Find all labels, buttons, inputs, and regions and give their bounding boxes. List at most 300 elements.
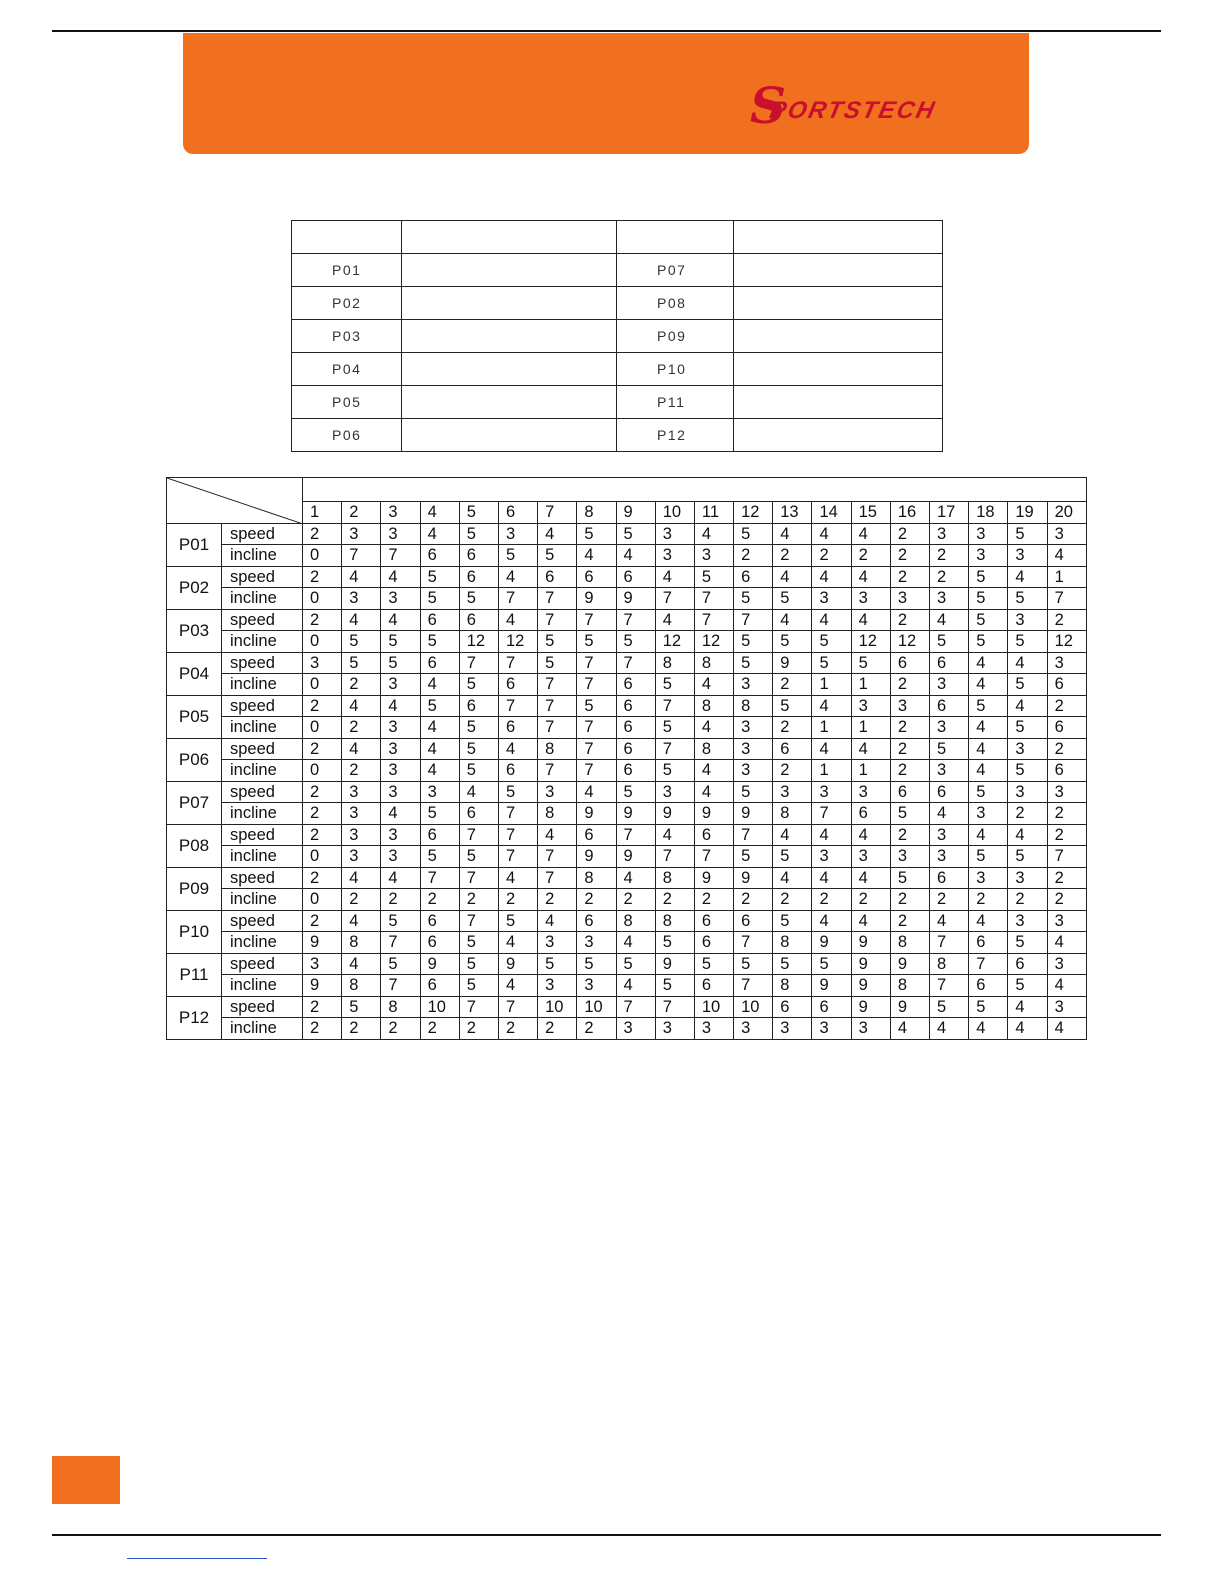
speed-value: 4 bbox=[851, 738, 890, 760]
incline-value: 2 bbox=[381, 1018, 420, 1040]
program-desc-left bbox=[402, 353, 617, 386]
speed-value: 4 bbox=[420, 738, 459, 760]
speed-value: 6 bbox=[459, 609, 498, 631]
speed-value: 2 bbox=[303, 910, 342, 932]
speed-value: 7 bbox=[616, 824, 655, 846]
speed-value: 7 bbox=[498, 824, 537, 846]
incline-value: 9 bbox=[616, 803, 655, 825]
speed-value: 4 bbox=[812, 824, 851, 846]
segment-number: 20 bbox=[1047, 502, 1086, 524]
incline-value: 5 bbox=[577, 631, 616, 653]
incline-value: 4 bbox=[1047, 975, 1086, 997]
speed-value: 4 bbox=[773, 566, 812, 588]
speed-value: 4 bbox=[812, 695, 851, 717]
incline-value: 2 bbox=[851, 889, 890, 911]
incline-value: 6 bbox=[694, 975, 733, 997]
incline-value: 8 bbox=[342, 932, 381, 954]
incline-value: 5 bbox=[969, 846, 1008, 868]
speed-value: 4 bbox=[538, 910, 577, 932]
incline-value: 7 bbox=[498, 588, 537, 610]
incline-value: 0 bbox=[303, 889, 342, 911]
incline-value: 7 bbox=[381, 975, 420, 997]
speed-value: 5 bbox=[577, 953, 616, 975]
speed-value: 3 bbox=[734, 738, 773, 760]
segment-number: 2 bbox=[342, 502, 381, 524]
program-speed-row bbox=[167, 566, 1087, 588]
speed-value: 6 bbox=[930, 867, 969, 889]
speed-value: 9 bbox=[420, 953, 459, 975]
incline-value: 5 bbox=[420, 588, 459, 610]
speed-value: 9 bbox=[851, 953, 890, 975]
speed-value: 4 bbox=[342, 953, 381, 975]
speed-value: 7 bbox=[459, 824, 498, 846]
speed-value: 5 bbox=[342, 996, 381, 1018]
speed-value: 3 bbox=[773, 781, 812, 803]
speed-value: 4 bbox=[694, 523, 733, 545]
segment-number: 5 bbox=[459, 502, 498, 524]
incline-value: 7 bbox=[498, 846, 537, 868]
speed-value: 5 bbox=[773, 953, 812, 975]
speed-value: 3 bbox=[342, 781, 381, 803]
incline-value: 4 bbox=[381, 803, 420, 825]
incline-value: 12 bbox=[694, 631, 733, 653]
incline-value: 12 bbox=[498, 631, 537, 653]
speed-label: speed bbox=[222, 824, 303, 846]
incline-value: 8 bbox=[773, 803, 812, 825]
incline-value: 4 bbox=[616, 975, 655, 997]
list-row bbox=[292, 320, 943, 353]
program-profile-table bbox=[166, 477, 1087, 1040]
speed-value: 5 bbox=[538, 652, 577, 674]
list-header-cell bbox=[292, 221, 402, 254]
incline-value: 2 bbox=[1008, 803, 1047, 825]
incline-value: 6 bbox=[616, 674, 655, 696]
speed-value: 2 bbox=[303, 566, 342, 588]
incline-value: 2 bbox=[342, 760, 381, 782]
incline-value: 3 bbox=[381, 846, 420, 868]
program-incline-row bbox=[167, 631, 1087, 653]
program-name-left: P02 bbox=[292, 287, 402, 320]
program-desc-right bbox=[734, 287, 943, 320]
segment-number: 13 bbox=[773, 502, 812, 524]
incline-value: 3 bbox=[851, 588, 890, 610]
incline-value: 3 bbox=[890, 588, 929, 610]
speed-value: 4 bbox=[773, 609, 812, 631]
program-speed-row bbox=[167, 523, 1087, 545]
speed-value: 5 bbox=[812, 652, 851, 674]
speed-value: 8 bbox=[381, 996, 420, 1018]
speed-value: 6 bbox=[890, 781, 929, 803]
program-name-right: P07 bbox=[617, 254, 734, 287]
incline-value: 5 bbox=[459, 760, 498, 782]
speed-value: 4 bbox=[1008, 566, 1047, 588]
program-speed-row bbox=[167, 867, 1087, 889]
speed-value: 5 bbox=[812, 953, 851, 975]
speed-value: 4 bbox=[969, 910, 1008, 932]
program-incline-row bbox=[167, 889, 1087, 911]
speed-value: 4 bbox=[851, 609, 890, 631]
incline-value: 8 bbox=[538, 803, 577, 825]
footer-link-underline[interactable] bbox=[127, 1558, 267, 1559]
incline-label: incline bbox=[222, 760, 303, 782]
incline-label: incline bbox=[222, 889, 303, 911]
segment-number: 4 bbox=[420, 502, 459, 524]
incline-value: 7 bbox=[538, 588, 577, 610]
program-speed-row bbox=[167, 609, 1087, 631]
program-name: P06 bbox=[167, 738, 222, 781]
speed-value: 6 bbox=[538, 566, 577, 588]
speed-value: 10 bbox=[734, 996, 773, 1018]
program-desc-left bbox=[402, 254, 617, 287]
incline-value: 9 bbox=[303, 932, 342, 954]
program-desc-left bbox=[402, 320, 617, 353]
incline-value: 8 bbox=[890, 975, 929, 997]
segment-number: 18 bbox=[969, 502, 1008, 524]
speed-value: 4 bbox=[930, 910, 969, 932]
incline-value: 4 bbox=[1047, 545, 1086, 567]
incline-value: 6 bbox=[498, 717, 537, 739]
speed-value: 3 bbox=[1047, 523, 1086, 545]
program-speed-row bbox=[167, 781, 1087, 803]
incline-value: 4 bbox=[930, 803, 969, 825]
speed-value: 4 bbox=[655, 824, 694, 846]
speed-value: 4 bbox=[812, 609, 851, 631]
speed-value: 2 bbox=[890, 824, 929, 846]
speed-value: 5 bbox=[969, 996, 1008, 1018]
speed-value: 3 bbox=[342, 824, 381, 846]
speed-value: 7 bbox=[459, 996, 498, 1018]
incline-value: 4 bbox=[1008, 1018, 1047, 1040]
speed-value: 5 bbox=[459, 523, 498, 545]
incline-value: 4 bbox=[577, 545, 616, 567]
speed-value: 2 bbox=[1047, 695, 1086, 717]
incline-value: 4 bbox=[1047, 932, 1086, 954]
speed-value: 4 bbox=[812, 523, 851, 545]
speed-value: 5 bbox=[616, 781, 655, 803]
program-name-right: P12 bbox=[617, 419, 734, 452]
incline-value: 6 bbox=[498, 760, 537, 782]
speed-value: 7 bbox=[616, 609, 655, 631]
program-name: P02 bbox=[167, 566, 222, 609]
speed-value: 7 bbox=[538, 867, 577, 889]
incline-value: 6 bbox=[420, 932, 459, 954]
incline-value: 3 bbox=[342, 588, 381, 610]
incline-value: 3 bbox=[381, 760, 420, 782]
incline-value: 3 bbox=[734, 1018, 773, 1040]
incline-value: 2 bbox=[616, 889, 655, 911]
incline-value: 4 bbox=[694, 674, 733, 696]
speed-value: 5 bbox=[577, 695, 616, 717]
incline-value: 5 bbox=[1008, 760, 1047, 782]
speed-value: 6 bbox=[577, 566, 616, 588]
incline-value: 2 bbox=[1008, 889, 1047, 911]
speed-value: 6 bbox=[812, 996, 851, 1018]
incline-value: 4 bbox=[969, 760, 1008, 782]
speed-value: 8 bbox=[538, 738, 577, 760]
incline-value: 3 bbox=[342, 803, 381, 825]
incline-value: 6 bbox=[459, 803, 498, 825]
incline-value: 7 bbox=[538, 674, 577, 696]
incline-value: 4 bbox=[616, 545, 655, 567]
speed-value: 2 bbox=[930, 566, 969, 588]
incline-value: 5 bbox=[420, 846, 459, 868]
speed-value: 7 bbox=[616, 652, 655, 674]
speed-value: 3 bbox=[655, 781, 694, 803]
incline-value: 2 bbox=[655, 889, 694, 911]
program-incline-row bbox=[167, 975, 1087, 997]
speed-value: 8 bbox=[734, 695, 773, 717]
incline-value: 2 bbox=[381, 889, 420, 911]
speed-value: 5 bbox=[734, 781, 773, 803]
speed-value: 5 bbox=[930, 738, 969, 760]
speed-value: 5 bbox=[538, 953, 577, 975]
program-name: P07 bbox=[167, 781, 222, 824]
incline-value: 7 bbox=[577, 760, 616, 782]
speed-value: 4 bbox=[773, 523, 812, 545]
incline-value: 9 bbox=[303, 975, 342, 997]
speed-value: 2 bbox=[303, 996, 342, 1018]
incline-value: 2 bbox=[538, 1018, 577, 1040]
program-speed-row bbox=[167, 910, 1087, 932]
incline-value: 5 bbox=[773, 588, 812, 610]
speed-value: 3 bbox=[1008, 910, 1047, 932]
speed-label: speed bbox=[222, 910, 303, 932]
speed-value: 6 bbox=[734, 910, 773, 932]
incline-value: 5 bbox=[655, 975, 694, 997]
incline-value: 0 bbox=[303, 588, 342, 610]
speed-value: 4 bbox=[851, 824, 890, 846]
incline-value: 2 bbox=[342, 1018, 381, 1040]
speed-value: 4 bbox=[1008, 824, 1047, 846]
incline-label: incline bbox=[222, 674, 303, 696]
speed-value: 4 bbox=[498, 867, 537, 889]
incline-value: 1 bbox=[812, 760, 851, 782]
speed-value: 10 bbox=[538, 996, 577, 1018]
list-row bbox=[292, 386, 943, 419]
speed-value: 4 bbox=[1008, 996, 1047, 1018]
speed-value: 3 bbox=[1008, 609, 1047, 631]
incline-value: 3 bbox=[1008, 545, 1047, 567]
speed-value: 6 bbox=[1008, 953, 1047, 975]
incline-value: 3 bbox=[969, 803, 1008, 825]
incline-value: 4 bbox=[420, 717, 459, 739]
speed-value: 4 bbox=[851, 910, 890, 932]
incline-value: 4 bbox=[616, 932, 655, 954]
top-rule bbox=[52, 30, 1161, 32]
incline-value: 8 bbox=[890, 932, 929, 954]
segment-number: 15 bbox=[851, 502, 890, 524]
incline-value: 3 bbox=[930, 717, 969, 739]
speed-value: 6 bbox=[420, 824, 459, 846]
incline-value: 9 bbox=[616, 588, 655, 610]
corner-diagonal-cell bbox=[167, 478, 303, 524]
incline-value: 2 bbox=[577, 1018, 616, 1040]
speed-value: 3 bbox=[851, 781, 890, 803]
incline-value: 5 bbox=[381, 631, 420, 653]
speed-value: 5 bbox=[381, 953, 420, 975]
incline-value: 2 bbox=[930, 545, 969, 567]
program-name: P05 bbox=[167, 695, 222, 738]
list-row bbox=[292, 419, 943, 452]
incline-value: 2 bbox=[420, 1018, 459, 1040]
program-desc-left bbox=[402, 419, 617, 452]
incline-value: 7 bbox=[342, 545, 381, 567]
logo-text: PORTSTECH bbox=[767, 97, 939, 124]
speed-value: 7 bbox=[969, 953, 1008, 975]
incline-value: 0 bbox=[303, 674, 342, 696]
speed-value: 8 bbox=[930, 953, 969, 975]
speed-value: 2 bbox=[890, 566, 929, 588]
segment-number: 12 bbox=[734, 502, 773, 524]
incline-value: 3 bbox=[694, 545, 733, 567]
speed-value: 3 bbox=[930, 824, 969, 846]
incline-value: 9 bbox=[577, 803, 616, 825]
bottom-rule bbox=[52, 1534, 1161, 1536]
incline-value: 2 bbox=[342, 717, 381, 739]
speed-value: 4 bbox=[381, 695, 420, 717]
speed-value: 7 bbox=[498, 652, 537, 674]
incline-value: 5 bbox=[459, 932, 498, 954]
speed-value: 2 bbox=[303, 867, 342, 889]
incline-value: 6 bbox=[498, 674, 537, 696]
program-speed-row bbox=[167, 953, 1087, 975]
incline-value: 2 bbox=[303, 803, 342, 825]
speed-value: 3 bbox=[303, 652, 342, 674]
incline-value: 3 bbox=[734, 674, 773, 696]
speed-value: 5 bbox=[969, 566, 1008, 588]
speed-value: 5 bbox=[773, 910, 812, 932]
incline-value: 5 bbox=[1008, 975, 1047, 997]
speed-value: 4 bbox=[851, 523, 890, 545]
incline-value: 5 bbox=[734, 631, 773, 653]
incline-value: 5 bbox=[655, 760, 694, 782]
program-name-left: P04 bbox=[292, 353, 402, 386]
speed-value: 9 bbox=[498, 953, 537, 975]
speed-value: 7 bbox=[655, 996, 694, 1018]
speed-value: 1 bbox=[1047, 566, 1086, 588]
speed-value: 3 bbox=[1008, 738, 1047, 760]
incline-value: 6 bbox=[459, 545, 498, 567]
speed-label: speed bbox=[222, 953, 303, 975]
speed-value: 5 bbox=[773, 695, 812, 717]
incline-value: 5 bbox=[930, 631, 969, 653]
logo-initial: S bbox=[750, 76, 787, 135]
incline-value: 7 bbox=[1047, 588, 1086, 610]
incline-value: 12 bbox=[1047, 631, 1086, 653]
incline-value: 12 bbox=[890, 631, 929, 653]
speed-value: 7 bbox=[459, 652, 498, 674]
incline-value: 2 bbox=[1047, 889, 1086, 911]
speed-value: 3 bbox=[969, 867, 1008, 889]
incline-label: incline bbox=[222, 545, 303, 567]
speed-value: 5 bbox=[734, 953, 773, 975]
speed-value: 4 bbox=[812, 910, 851, 932]
incline-value: 3 bbox=[381, 717, 420, 739]
program-speed-row bbox=[167, 652, 1087, 674]
incline-value: 2 bbox=[773, 717, 812, 739]
incline-value: 3 bbox=[773, 1018, 812, 1040]
speed-value: 4 bbox=[616, 867, 655, 889]
speed-value: 4 bbox=[342, 609, 381, 631]
incline-value: 2 bbox=[459, 1018, 498, 1040]
incline-value: 2 bbox=[773, 760, 812, 782]
incline-value: 1 bbox=[812, 717, 851, 739]
incline-value: 5 bbox=[459, 717, 498, 739]
program-incline-row bbox=[167, 1018, 1087, 1040]
incline-value: 5 bbox=[459, 674, 498, 696]
program-speed-row bbox=[167, 824, 1087, 846]
program-speed-row bbox=[167, 738, 1087, 760]
speed-value: 4 bbox=[773, 824, 812, 846]
incline-value: 7 bbox=[930, 975, 969, 997]
program-name-left: P05 bbox=[292, 386, 402, 419]
incline-value: 6 bbox=[1047, 760, 1086, 782]
incline-value: 6 bbox=[969, 975, 1008, 997]
incline-value: 2 bbox=[890, 545, 929, 567]
incline-value: 3 bbox=[890, 846, 929, 868]
segment-number: 17 bbox=[930, 502, 969, 524]
list-header-cell bbox=[402, 221, 617, 254]
incline-value: 3 bbox=[851, 846, 890, 868]
incline-value: 4 bbox=[1047, 1018, 1086, 1040]
speed-value: 3 bbox=[1047, 781, 1086, 803]
speed-value: 3 bbox=[303, 953, 342, 975]
speed-value: 8 bbox=[577, 867, 616, 889]
incline-value: 7 bbox=[694, 588, 733, 610]
speed-value: 9 bbox=[773, 652, 812, 674]
incline-value: 2 bbox=[538, 889, 577, 911]
speed-value: 4 bbox=[538, 523, 577, 545]
speed-value: 8 bbox=[655, 652, 694, 674]
program-name-left: P03 bbox=[292, 320, 402, 353]
speed-value: 4 bbox=[420, 523, 459, 545]
incline-value: 3 bbox=[381, 588, 420, 610]
incline-value: 3 bbox=[930, 760, 969, 782]
segment-number: 8 bbox=[577, 502, 616, 524]
speed-value: 3 bbox=[812, 781, 851, 803]
speed-value: 4 bbox=[1008, 652, 1047, 674]
speed-value: 4 bbox=[498, 566, 537, 588]
speed-value: 2 bbox=[890, 738, 929, 760]
program-desc-right bbox=[734, 419, 943, 452]
speed-value: 2 bbox=[303, 523, 342, 545]
program-incline-row bbox=[167, 545, 1087, 567]
speed-value: 9 bbox=[694, 867, 733, 889]
incline-value: 5 bbox=[1008, 717, 1047, 739]
incline-value: 7 bbox=[655, 846, 694, 868]
speed-value: 7 bbox=[577, 738, 616, 760]
program-name-left: P01 bbox=[292, 254, 402, 287]
speed-value: 5 bbox=[694, 953, 733, 975]
incline-value: 2 bbox=[498, 889, 537, 911]
speed-value: 5 bbox=[420, 566, 459, 588]
incline-value: 4 bbox=[969, 1018, 1008, 1040]
program-name-right: P11 bbox=[617, 386, 734, 419]
speed-value: 4 bbox=[342, 695, 381, 717]
speed-value: 4 bbox=[498, 738, 537, 760]
program-desc-right bbox=[734, 320, 943, 353]
incline-value: 2 bbox=[734, 545, 773, 567]
speed-value: 5 bbox=[930, 996, 969, 1018]
program-name-right: P09 bbox=[617, 320, 734, 353]
program-incline-row bbox=[167, 846, 1087, 868]
speed-value: 6 bbox=[930, 652, 969, 674]
incline-value: 2 bbox=[812, 889, 851, 911]
program-name: P04 bbox=[167, 652, 222, 695]
incline-label: incline bbox=[222, 717, 303, 739]
incline-value: 3 bbox=[930, 846, 969, 868]
speed-value: 6 bbox=[694, 910, 733, 932]
